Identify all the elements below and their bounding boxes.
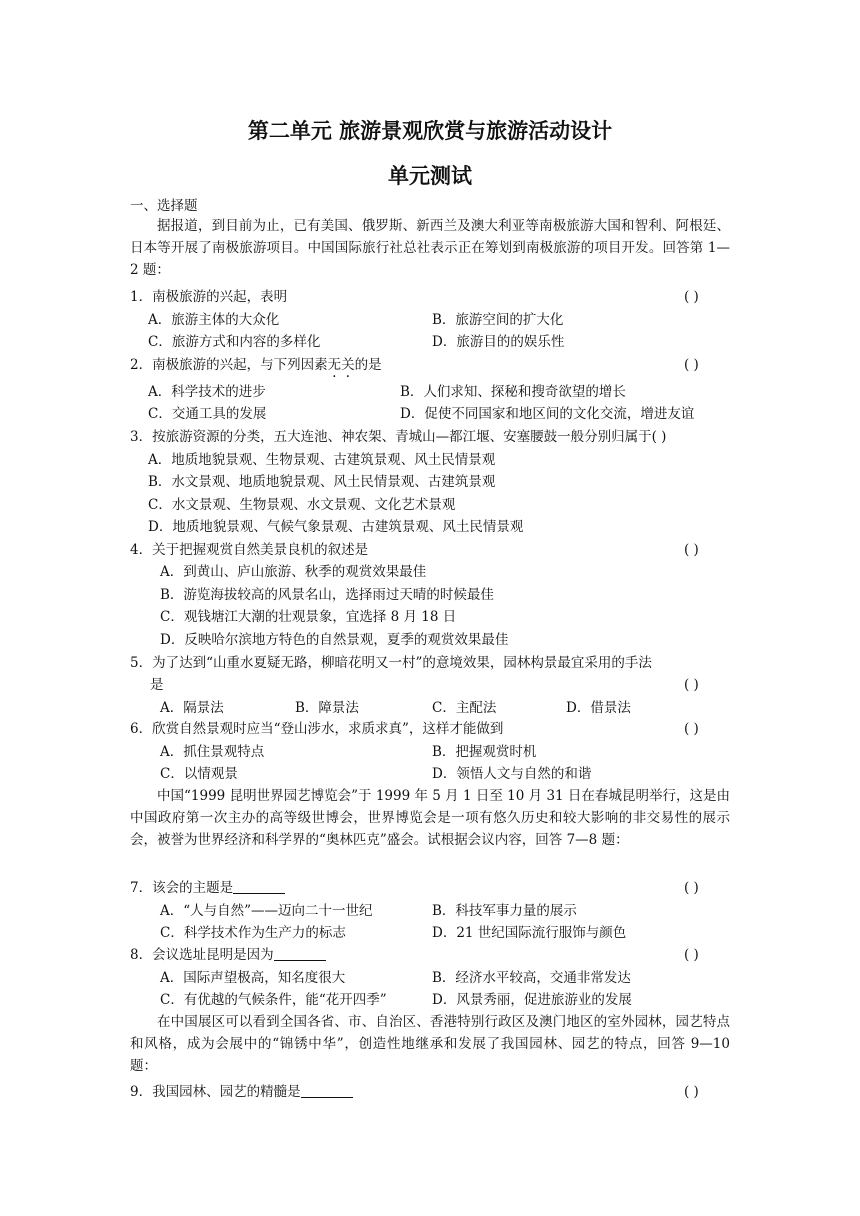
answer-paren: ( )	[684, 880, 699, 896]
question-2-stem	[130, 356, 382, 374]
q6-option-d: D．领悟人文与自然的和谐	[432, 766, 592, 782]
q2-option-b: B．人们求知、探秘和搜奇欲望的增长	[400, 384, 626, 400]
q5-option-a: A．隔景法	[160, 700, 224, 716]
q8-option-c: C．有优越的气候条件，能“花开四季”	[160, 992, 387, 1008]
question-6-stem: 6．欣赏自然景观时应当“登山涉水，求质求真”，这样才能做到	[130, 721, 504, 737]
q1-option-b: B．旅游空间的扩大化	[432, 312, 564, 328]
section-heading: 一、选择题	[130, 198, 198, 214]
q9-stem-text: 9．我国园林、园艺的精髓是	[130, 1084, 301, 1100]
q7-option-b: B．科技军事力量的展示	[432, 903, 577, 919]
q1-option-a: A．旅游主体的大众化	[148, 312, 280, 328]
q7-option-a: A．“人与自然”——迈向二十一世纪	[160, 903, 373, 919]
q6-option-c: C．以情观景	[160, 766, 238, 782]
question-5-stem: 5．为了达到“山重水夏疑无路，柳暗花明又一村”的意境效果，园林构景最宜采用的手法	[130, 655, 652, 671]
q2-option-d: D．促使不同国家和地区间的文化交流，增进友谊	[400, 406, 695, 422]
q3-option-b: B．水文景观、地质地貌景观、风土民情景观、古建筑景观	[148, 474, 496, 490]
q1-option-c: C．旅游方式和内容的多样化	[148, 334, 321, 350]
document-subtitle: 单元测试	[388, 164, 472, 188]
answer-blank	[274, 947, 326, 961]
q5-option-c: C．主配法	[432, 700, 497, 716]
q6-option-a: A．抓住景观特点	[160, 744, 265, 760]
q4-option-a: A．到黄山、庐山旅游、秋季的观赏效果最佳	[160, 564, 427, 580]
q7-option-c: C．科学技术作为生产力的标志	[160, 925, 346, 941]
q3-option-c: C．水文景观、生物景观、水文景观、文化艺术景观	[148, 497, 456, 513]
q5-option-b: B．障景法	[295, 700, 359, 716]
document-title: 第二单元 旅游景观欣赏与旅游活动设计	[247, 119, 613, 143]
q2-stem-post: 的是	[354, 357, 382, 373]
intro-paragraph-2: 中国“1999 昆明世界园艺博览会”于 1999 年 5 月 1 日至 10 月 31 日在春城昆明举行，这是由中国政府第一次主办的高等级世博会，世界博览会是一项有悠久历史和较大影响的非交易性的展示会，被誉为世界经济和科学界的“奥林匹克”盛会。试根据会议内容，回答 7—8 题：	[130, 788, 730, 848]
intro-paragraph-3: 在中国展区可以看到全国各省、市、自治区、香港特别行政区及澳门地区的室外园林，园艺特点和风格，成为会展中的“锦锈中华”，创造性地继承和发展了我国园林、园艺的特点，回答 9—10 题：	[130, 1014, 730, 1074]
question-5-stem-cont: 是	[150, 677, 164, 693]
answer-paren: ( )	[684, 289, 699, 305]
question-9-stem	[130, 1083, 353, 1101]
q7-stem-text: 7．该会的主题是	[130, 880, 234, 896]
q3-option-a: A．地质地貌景观、生物景观、古建筑景观、风土民情景观	[148, 452, 496, 468]
q2-stem-emphasis-2: 关	[341, 357, 355, 373]
answer-paren: ( )	[684, 357, 699, 373]
answer-blank	[301, 1084, 353, 1098]
answer-paren: ( )	[684, 542, 699, 558]
q4-option-c: C．观钱塘江大潮的壮观景象，宜选择 8 月 18 日	[160, 609, 457, 625]
answer-paren: ( )	[684, 947, 699, 963]
q3-option-d: D．地质地貌景观、气候气象景观、古建筑景观、风土民情景观	[148, 519, 524, 535]
q4-option-b: B．游览海拔较高的风景名山，选择雨过天晴的时候最佳	[160, 587, 494, 603]
q4-option-d: D．反映哈尔滨地方特色的自然景观，夏季的观赏效果最佳	[160, 632, 509, 648]
q2-option-a: A．科学技术的进步	[148, 384, 266, 400]
answer-paren: ( )	[684, 1084, 699, 1100]
q7-option-d: D．21 世纪国际流行服饰与颜色	[432, 925, 627, 941]
intro-paragraph-1: 据报道，到目前为止，已有美国、俄罗斯、新西兰及澳大利亚等南极旅游大国和智利、阿根廷、日本等开展了南极旅游项目。中国国际旅行社总社表示正在筹划到南极旅游的项目开发。回答第 1—2 题：	[130, 218, 730, 278]
q8-option-b: B．经济水平较高，交通非常发达	[432, 970, 631, 986]
q6-option-b: B．把握观赏时机	[432, 744, 537, 760]
q2-option-c: C．交通工具的发展	[148, 406, 267, 422]
question-1-stem: 1．南极旅游的兴起，表明	[130, 289, 288, 305]
q8-option-a: A．国际声望极高，知名度很大	[160, 970, 346, 986]
q5-option-d: D．借景法	[566, 700, 631, 716]
question-3-stem: 3．按旅游资源的分类，五大连池、神农架、青城山—都江堰、安塞腰鼓一般分别归属于( )	[130, 429, 667, 445]
q8-option-d: D．风景秀丽，促进旅游业的发展	[432, 992, 632, 1008]
q8-stem-text: 8．会议选址昆明是因为	[130, 947, 274, 963]
q2-stem-pre: 2．南极旅游的兴起，与下列因素	[130, 357, 328, 373]
q1-option-d: D．旅游目的的娱乐性	[432, 334, 565, 350]
question-8-stem	[130, 946, 326, 964]
question-4-stem: 4．关于把握观赏自然美景良机的叙述是	[130, 542, 369, 558]
answer-blank	[233, 880, 285, 894]
answer-paren: ( )	[684, 677, 699, 693]
question-7-stem	[130, 879, 285, 897]
q2-stem-emphasis-1: 无	[327, 357, 342, 373]
answer-paren: ( )	[684, 721, 699, 737]
